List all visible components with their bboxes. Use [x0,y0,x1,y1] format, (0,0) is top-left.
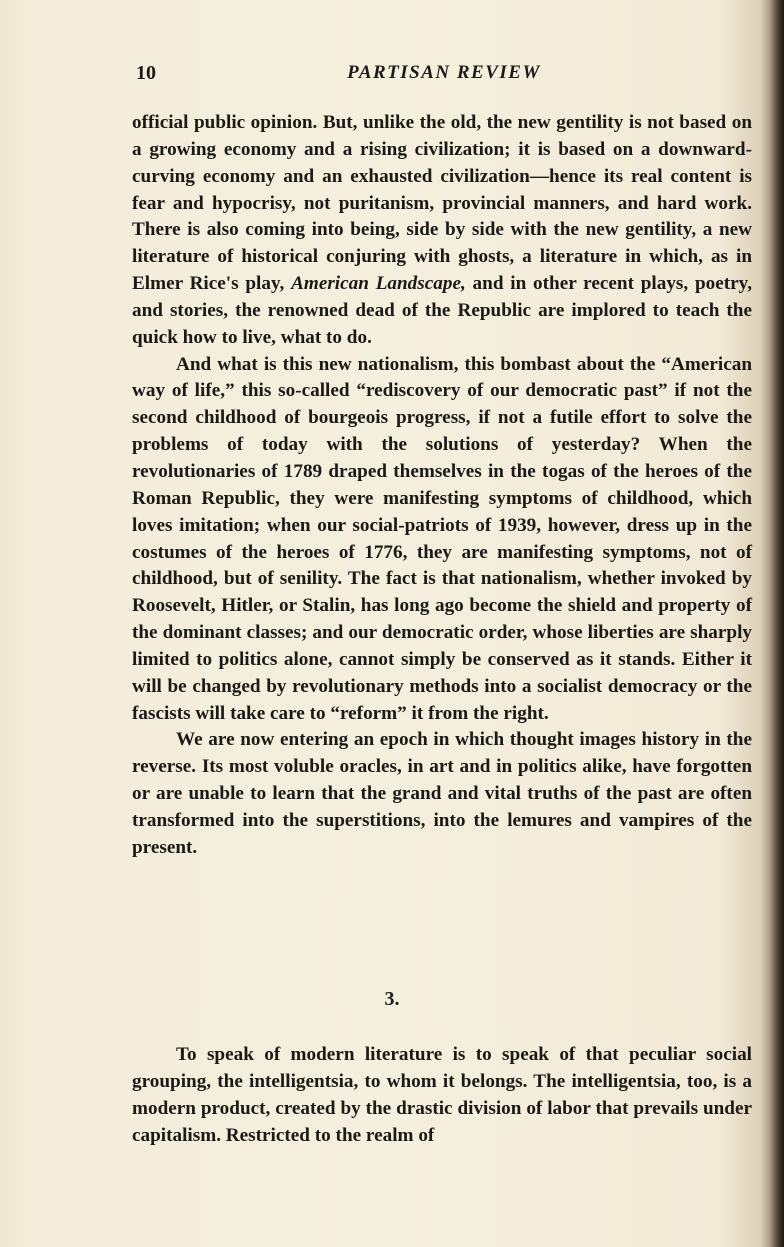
paragraph-nationalism: And what is this new nationalism, this bombast about the “American way of life,” this so-called “rediscovery of our democratic past” if not the second childhood of bourgeois progress, if not a futile effort to solve the problems of today with the solutions of yesterday? When the revolutionaries of 1789 draped themselves in the togas of the heroes of the Roman Republic, they were manifesting symptoms of childhood, which loves imitation; when our social-patriots of 1939, however, dress up in the costumes of the heroes of 1776, they are manifesting symptoms, not of childhood, but of senility. The fact is that nationalism, whether invoked by Roosevelt, Hitler, or Stalin, has long ago become the shield and property of the dominant classes; and our democratic order, whose liberties are sharply limited to politics alone, cannot simply be conserved as it stands. Either it will be changed by revolutionary methods into a socialist democracy or the fascists will take care to “reform” it from the right. [132,353,752,724]
page-header [136,62,752,90]
paragraph-intelligentsia: To speak of modern literature is to speak of that peculiar social grouping, the intelligentsia, to whom it belongs. The intelligentsia, too, is a modern product, created by the drastic division of labor that prevails under capitalism. Restricted to the realm of [132,1044,752,1146]
text-block-main [132,110,752,862]
page-number: 10 [136,62,156,84]
paragraph-1-end: and in other recent plays, poetry, and stories, the renowned dead of the Republic are implored to teach the quick how to live, what to do. [132,273,752,348]
paragraph-epoch: We are now entering an epoch in which thought images history in the reverse. Its most voluble oracles, in art and in politics alike, have forgotten or are unable to learn that the grand and vital truths of the past are often transformed into the superstitions, into the lemures and vampires of the present. [132,729,752,858]
paragraph-1-text: official public opinion. But, unlike the old, the new gentility is not based on a growing economy and a rising civilization; it is based on a downward-curving economy and an exhausted civilization—hence its real content is fear and hypocrisy, not puritanism, provincial manners, and hard work. There is also coming into being, side by side with the new gentility, a new literature of historical conjuring with ghosts, a literature in which, as in Elmer Rice's play, [132,112,752,295]
page-edge-shadow [770,0,784,1247]
paragraph-continued [132,110,752,352]
play-title: American Landscape, [291,273,466,295]
running-head: PARTISAN REVIEW [347,62,541,83]
section-number: 3. [384,988,400,1010]
text-block-section-3 [132,1042,752,1149]
